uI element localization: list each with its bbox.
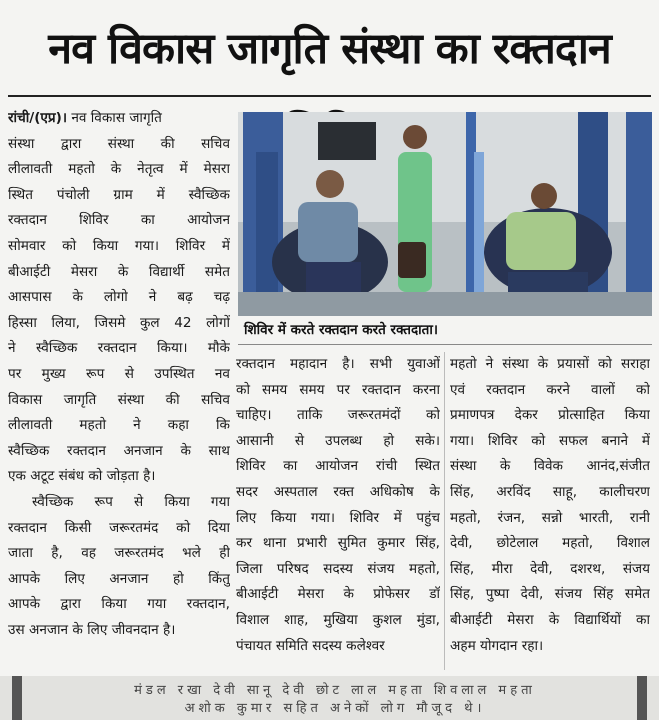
text-line: एवं रक्तदान करने वालों को <box>450 381 650 398</box>
text-line: को समय समय पर रक्तदान करना <box>236 381 440 398</box>
text-line: अहम योगदान रहा। <box>450 637 544 654</box>
text-line: महतो ने संस्था के प्रयासों को सराहा <box>450 356 650 372</box>
text-line: चाहिए। ताकि जरूरतमंदों को <box>236 407 440 424</box>
text-line: सिंह, पुष्पा देवी, संजय सिंह समेत <box>450 586 650 603</box>
text-line: जाता है, वह जरूरतमंद भले ही <box>8 545 230 562</box>
column-divider <box>444 352 445 670</box>
text-line: आपके लिए अनजान हो किंतु <box>8 570 230 587</box>
text-line: बीआईटी मेसरा के विद्यार्थियों का <box>450 611 650 628</box>
text-line: संस्था के विवेक आनंद,संजीत <box>450 458 650 475</box>
text-line: देवी, छोटेलाल महतो, विशाल <box>450 535 650 552</box>
text-line: संस्था द्वारा संस्था की सचिव <box>8 135 230 152</box>
text-line: ने स्वैच्छिक रक्तदान किया। मौके <box>8 340 230 357</box>
text-line: विकास जागृति संस्था की सचिव <box>8 391 230 408</box>
text-line: आपके द्वारा किया गया रक्तदान, <box>8 596 230 613</box>
article-column-1 <box>8 106 230 643</box>
text-line: लिए किया गया। शिविर में पहुंच <box>236 509 440 526</box>
strip-edge-right <box>637 676 647 720</box>
text-line <box>8 106 230 132</box>
text-line: स्वैच्छिक रक्तदान अनजान के साथ <box>8 442 230 459</box>
text-line: प्रमाणपत्र देकर प्रोत्साहित किया <box>450 407 650 424</box>
text-line: रक्तदान किसी जरूरतमंद को दिया <box>8 519 230 536</box>
article-column-2 <box>236 352 440 659</box>
text-line: बीआईटी मेसरा के विद्यार्थी समेत <box>8 263 230 280</box>
strip-edge-left <box>12 676 22 720</box>
bottom-text-strip <box>0 676 659 720</box>
blood-donation-photo <box>238 112 652 316</box>
text-line: सोमवार को किया गया। शिविर में <box>8 237 230 254</box>
text-line: लीलावती महतो के नेतृत्व में मेसरा <box>8 161 230 178</box>
text-line: स्थित पंचोली ग्राम में स्वैच्छिक <box>8 186 230 203</box>
text-line: कर थाना प्रभारी सुमित कुमार सिंह, <box>236 535 440 552</box>
text-line: गया। शिविर को सफल बनाने में <box>450 432 650 449</box>
text-line: पंचायत समिति सदस्य कलेश्वर <box>236 637 385 654</box>
text-line: रक्तदान शिविर का आयोजन <box>8 212 230 229</box>
photo-caption: शिविर में करते रक्तदान करते रक्तदाता। <box>244 322 438 338</box>
text-line: हिस्सा लिया, जिसमे कुल 42 लोगों <box>8 314 230 331</box>
text-line: जिला परिषद सदस्य संजय महतो, <box>236 560 440 577</box>
text-line: लीलावती महतो ने कहा कि <box>8 417 230 434</box>
text-line: स्वैच्छिक रूप से किया गया <box>32 493 230 510</box>
text-line: सदर अस्पताल रक्त अधिकोष के <box>236 483 440 500</box>
text-line: उस अनजान के लिए जीवनदान है। <box>8 621 176 638</box>
headline: नव विकास जागृति संस्था का रक्तदान <box>48 24 611 74</box>
dateline: रांची/(एप्र)। <box>8 110 68 126</box>
strip-line-1: मंडल रखा देवी सानू देवी छोट लाल महता शिवलाल महता <box>134 683 536 698</box>
text-line: विशाल शाह, मुखिया कुशल मुंडा, <box>236 611 440 628</box>
text-line: सिंह, मीरा देवी, दशरथ, संजय <box>450 560 650 577</box>
text-line: बीआईटी मेसरा के प्रोफेसर डॉ <box>236 586 440 603</box>
text-line-content: नव विकास जागृति <box>71 110 162 126</box>
headline-rule <box>8 95 651 97</box>
text-line: आसानी से उपलब्ध हो सके। <box>236 432 440 449</box>
strip-line-2: अशोक कुमार सहित अनेकों लोग मौजूद थे। <box>184 701 486 716</box>
text-line: महतो, रंजन, सन्नो भारती, रानी <box>450 509 650 526</box>
text-line: शिविर का आयोजन रांची स्थित <box>236 458 440 475</box>
text-line: रक्तदान महादान है। सभी युवाओं <box>236 356 440 372</box>
text-line: पर मुख्य रूप से उपस्थित नव <box>8 365 230 382</box>
text-line: सिंह, अरविंद साहू, कालीचरण <box>450 483 650 500</box>
caption-rule <box>238 344 652 345</box>
photo-illustration <box>238 112 652 316</box>
article-column-3 <box>450 352 650 659</box>
text-line: आसपास के लोगो ने बढ़ चढ़ <box>8 289 230 306</box>
text-line: एक अटूट संबंध को जोड़ता है। <box>8 468 156 485</box>
